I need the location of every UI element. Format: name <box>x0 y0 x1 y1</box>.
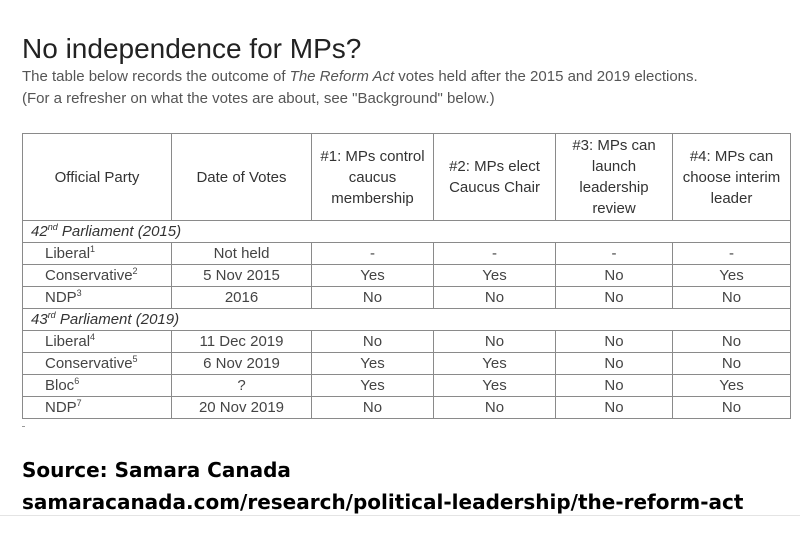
party-cell <box>23 397 172 419</box>
source-label: Source: Samara Canada <box>22 458 291 482</box>
party-name: Conservative <box>45 355 133 372</box>
table-row <box>23 331 791 353</box>
table-row <box>23 353 791 375</box>
date-cell: 2016 <box>172 287 312 309</box>
vote-3-cell: No <box>556 265 673 287</box>
source-url: samaracanada.com/research/political-leadership/the-reform-act <box>22 490 744 514</box>
vote-3-cell: No <box>556 375 673 397</box>
footnote-marker: 6 <box>74 376 80 386</box>
table-row <box>23 287 791 309</box>
party-name: Liberal <box>45 333 91 350</box>
vote-2-cell: Yes <box>434 265 556 287</box>
date-cell: ? <box>172 375 312 397</box>
party-name: Bloc <box>45 377 75 394</box>
header-official-party: Official Party <box>23 134 172 221</box>
party-cell <box>23 243 172 265</box>
footnote-marker: 5 <box>132 354 138 364</box>
footnote-marker: 2 <box>132 266 138 276</box>
footnote-marker: 3 <box>76 288 82 298</box>
party-cell <box>23 375 172 397</box>
table-body <box>23 221 791 419</box>
stray-mark <box>22 426 25 427</box>
intro-line-2: (For a refresher on what the votes are about, see "Background" below.) <box>22 90 495 107</box>
vote-1-cell: Yes <box>312 265 434 287</box>
date-cell: Not held <box>172 243 312 265</box>
vote-1-cell: No <box>312 287 434 309</box>
vote-3-cell: No <box>556 287 673 309</box>
header-date-of-votes: Date of Votes <box>172 134 312 221</box>
vote-2-cell: - <box>434 243 556 265</box>
section-row <box>23 309 791 331</box>
section-title: Parliament (2015) <box>57 223 182 240</box>
vote-2-cell: Yes <box>434 375 556 397</box>
vote-1-cell: No <box>312 397 434 419</box>
intro-text <box>22 66 792 110</box>
party-cell <box>23 353 172 375</box>
header-vote-3: #3: MPs can launch leadership review <box>556 134 673 221</box>
section-row <box>23 221 791 243</box>
party-cell <box>23 265 172 287</box>
section-number: 42 <box>31 223 48 240</box>
vote-4-cell: Yes <box>673 375 791 397</box>
date-cell: 20 Nov 2019 <box>172 397 312 419</box>
divider <box>0 515 800 516</box>
reform-act-title: The Reform Act <box>289 68 395 85</box>
vote-4-cell: No <box>673 287 791 309</box>
vote-1-cell: Yes <box>312 353 434 375</box>
vote-4-cell: - <box>673 243 791 265</box>
vote-4-cell: No <box>673 353 791 375</box>
party-cell <box>23 287 172 309</box>
header-vote-4: #4: MPs can choose interim leader <box>673 134 791 221</box>
footnote-marker: 4 <box>90 332 96 342</box>
header-vote-1: #1: MPs control caucus membership <box>312 134 434 221</box>
source-block <box>22 454 743 518</box>
header-vote-2: #2: MPs elect Caucus Chair <box>434 134 556 221</box>
party-name: Conservative <box>45 267 133 284</box>
vote-4-cell: Yes <box>673 265 791 287</box>
table-row <box>23 375 791 397</box>
vote-3-cell: No <box>556 331 673 353</box>
date-cell: 11 Dec 2019 <box>172 331 312 353</box>
party-cell <box>23 331 172 353</box>
vote-4-cell: No <box>673 397 791 419</box>
vote-3-cell: - <box>556 243 673 265</box>
vote-4-cell: No <box>673 331 791 353</box>
vote-2-cell: Yes <box>434 353 556 375</box>
vote-1-cell: - <box>312 243 434 265</box>
vote-2-cell: No <box>434 397 556 419</box>
vote-3-cell: No <box>556 353 673 375</box>
party-name: Liberal <box>45 245 91 262</box>
section-ordinal: rd <box>47 310 56 320</box>
footnote-marker: 7 <box>76 398 82 408</box>
vote-2-cell: No <box>434 331 556 353</box>
vote-1-cell: Yes <box>312 375 434 397</box>
table-header-row <box>23 134 791 221</box>
section-ordinal: nd <box>47 222 58 232</box>
section-number: 43 <box>31 311 48 328</box>
vote-1-cell: No <box>312 331 434 353</box>
table-row <box>23 243 791 265</box>
party-name: NDP <box>45 399 77 416</box>
reform-act-votes-table <box>22 133 791 419</box>
footnote-marker: 1 <box>90 244 96 254</box>
date-cell: 5 Nov 2015 <box>172 265 312 287</box>
section-title: Parliament (2019) <box>55 311 180 328</box>
vote-2-cell: No <box>434 287 556 309</box>
section-label <box>23 309 791 331</box>
vote-3-cell: No <box>556 397 673 419</box>
table-row <box>23 265 791 287</box>
intro-line-1: The table below records the outcome of The Reform Act votes held after the 2015 and 2019 elections. <box>22 68 698 85</box>
party-name: NDP <box>45 289 77 306</box>
table-row <box>23 397 791 419</box>
page-title: No independence for MPs? <box>22 32 362 64</box>
section-label <box>23 221 791 243</box>
date-cell: 6 Nov 2019 <box>172 353 312 375</box>
